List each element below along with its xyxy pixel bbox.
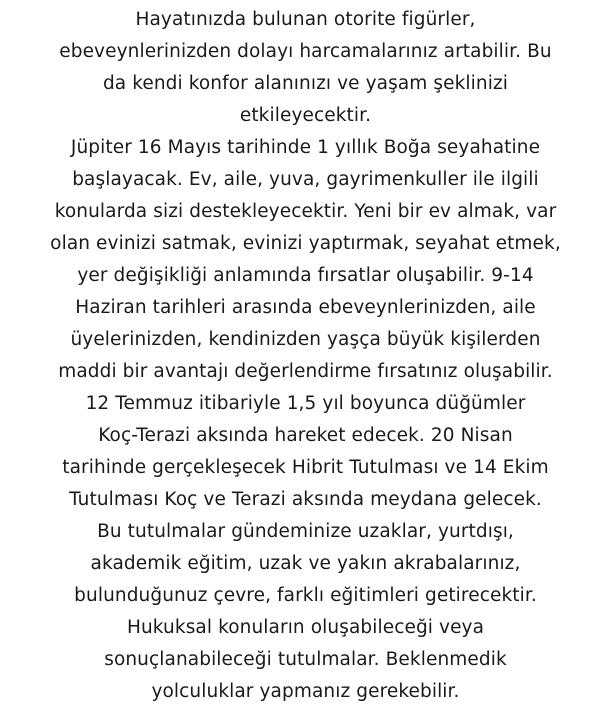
text-line: konularda sizi destekleyecektir. Yeni bir ev almak, var	[54, 201, 557, 222]
text-line: olan evinizi satmak, evinizi yaptırmak, seyahat etmek,	[50, 233, 561, 254]
text-line: Bu tutulmalar gündeminize uzaklar, yurtdışı,	[97, 521, 514, 542]
text-line: etkileyecektir.	[239, 105, 372, 126]
text-line: Hukuksal konuların oluşabileceği veya	[126, 617, 485, 638]
text-line: sonuçlanabileceği tutulmalar. Beklenmedik	[104, 649, 507, 670]
text-line: Hayatınızda bulunan otorite figürler,	[135, 9, 476, 30]
text-line: yer değişikliği anlamında fırsatlar oluşabilir. 9-14	[77, 265, 534, 286]
text-line: Jüpiter 16 Mayıs tarihinde 1 yıllık Boğa seyahatine	[70, 137, 541, 158]
text-line: üyelerinizden, kendinizden yaşça büyük kişilerden	[70, 329, 541, 350]
text-line: Tutulması Koç ve Terazi aksında meydana gelecek.	[69, 489, 542, 510]
text-line: maddi bir avantajı değerlendirme fırsatınız oluşabilir.	[58, 361, 553, 382]
text-line: başlayacak. Ev, aile, yuva, gayrimenkuller ile ilgili	[72, 169, 539, 190]
text-line: Koç-Terazi aksında hareket edecek. 20 Nisan	[98, 425, 513, 446]
text-line: bulunduğunuz çevre, farklı eğitimleri getirecektir.	[74, 585, 537, 606]
text-line: 12 Temmuz itibariyle 1,5 yıl boyunca düğümler	[85, 393, 526, 414]
text-line: yolculuklar yapmanız gerekebilir.	[151, 681, 460, 702]
text-line: ebeveynlerinizden dolayı harcamalarınız artabilir. Bu	[59, 41, 552, 62]
text-line: da kendi konfor alanınızı ve yaşam şeklinizi	[102, 73, 509, 94]
text-line: Haziran tarihleri arasında ebeveynlerinizden, aile	[75, 297, 536, 318]
text-line: tarihinde gerçekleşecek Hibrit Tutulması ve 14 Ekim	[62, 457, 549, 478]
text-line: akademik eğitim, uzak ve yakın akrabalarınız,	[90, 553, 521, 574]
